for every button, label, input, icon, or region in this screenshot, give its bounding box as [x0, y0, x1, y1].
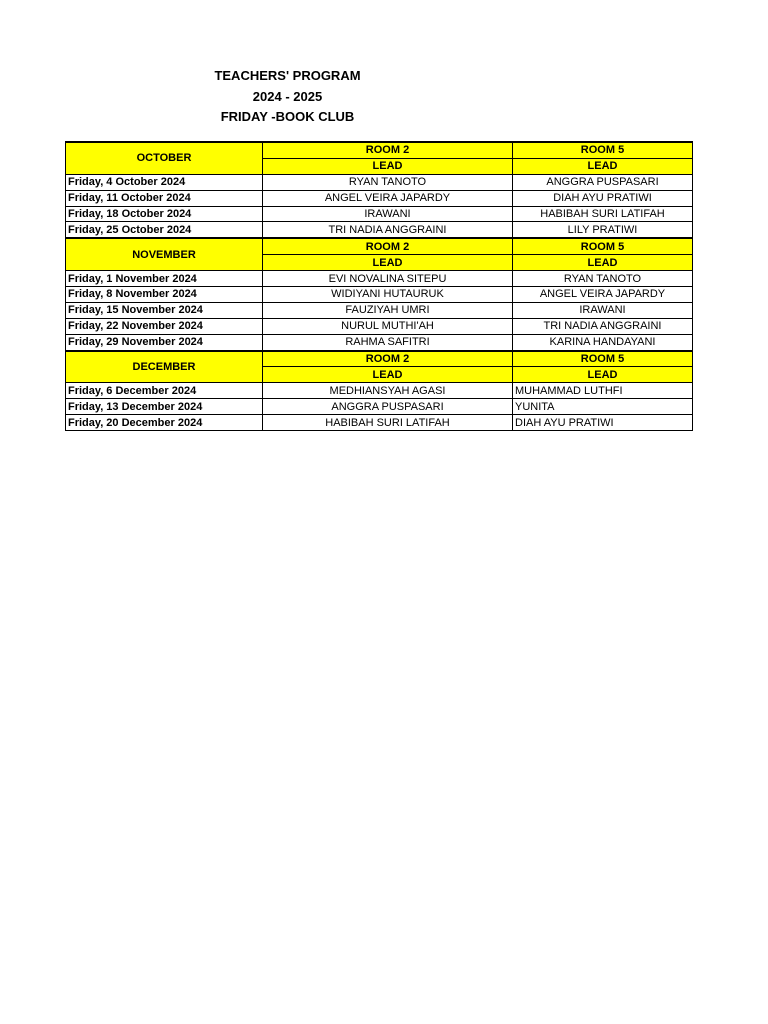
- date-cell: Friday, 25 October 2024: [66, 222, 263, 238]
- date-cell: Friday, 29 November 2024: [66, 334, 263, 350]
- activity-title: FRIDAY -BOOK CLUB: [220, 109, 355, 124]
- date-cell: Friday, 8 November 2024: [66, 287, 263, 303]
- room-5-lead-cell: YUNITA: [513, 399, 693, 415]
- month-label: OCTOBER: [66, 142, 263, 174]
- table-row: [66, 415, 693, 431]
- room-5-lead-cell: TRI NADIA ANGGRAINI: [513, 318, 693, 334]
- date-cell: Friday, 15 November 2024: [66, 302, 263, 318]
- table-row: [66, 287, 693, 303]
- room-2-lead-cell: HABIBAH SURI LATIFAH: [263, 415, 513, 431]
- room-2-lead-cell: MEDHIANSYAH AGASI: [263, 383, 513, 399]
- room-2-lead-cell: EVI NOVALINA SITEPU: [263, 271, 513, 287]
- room-2-header: ROOM 2: [263, 238, 513, 254]
- table-row: [66, 383, 693, 399]
- room-2-lead-cell: ANGEL VEIRA JAPARDY: [263, 190, 513, 206]
- room-5-lead-cell: KARINA HANDAYANI: [513, 334, 693, 350]
- room-5-lead-cell: LILY PRATIWI: [513, 222, 693, 238]
- section-header-row: [66, 351, 693, 367]
- table-row: [66, 399, 693, 415]
- room-5-lead-cell: DIAH AYU PRATIWI: [513, 190, 693, 206]
- room-5-lead-cell: ANGEL VEIRA JAPARDY: [513, 287, 693, 303]
- room-2-lead-header: LEAD: [263, 367, 513, 383]
- room-5-lead-cell: HABIBAH SURI LATIFAH: [513, 206, 693, 222]
- room-5-lead-cell: RYAN TANOTO: [513, 271, 693, 287]
- table-row: [66, 206, 693, 222]
- room-5-lead-cell: IRAWANI: [513, 302, 693, 318]
- date-cell: Friday, 18 October 2024: [66, 206, 263, 222]
- date-cell: Friday, 1 November 2024: [66, 271, 263, 287]
- table-row: [66, 271, 693, 287]
- month-label: NOVEMBER: [66, 238, 263, 270]
- table-row: [66, 222, 693, 238]
- room-5-lead-cell: ANGGRA PUSPASARI: [513, 174, 693, 190]
- room-2-lead-cell: WIDIYANI HUTAURUK: [263, 287, 513, 303]
- month-label: DECEMBER: [66, 351, 263, 383]
- room-5-lead-cell: DIAH AYU PRATIWI: [513, 415, 693, 431]
- room-2-header: ROOM 2: [263, 142, 513, 158]
- room-5-header: ROOM 5: [513, 142, 693, 158]
- table-row: [66, 334, 693, 350]
- table-row: [66, 190, 693, 206]
- room-2-lead-cell: RYAN TANOTO: [263, 174, 513, 190]
- section-header-row: [66, 142, 693, 158]
- section-header-row: [66, 238, 693, 254]
- document-title-block: [160, 66, 415, 128]
- school-year: 2024 - 2025: [252, 88, 323, 104]
- date-cell: Friday, 11 October 2024: [66, 190, 263, 206]
- room-2-lead-cell: NURUL MUTHI'AH: [263, 318, 513, 334]
- room-5-header: ROOM 5: [513, 351, 693, 367]
- room-2-lead-cell: FAUZIYAH UMRI: [263, 302, 513, 318]
- room-2-lead-cell: RAHMA SAFITRI: [263, 334, 513, 350]
- room-2-lead-cell: ANGGRA PUSPASARI: [263, 399, 513, 415]
- room-2-header: ROOM 2: [263, 351, 513, 367]
- table-row: [66, 302, 693, 318]
- schedule-table: [65, 141, 693, 431]
- room-5-lead-header: LEAD: [513, 255, 693, 271]
- date-cell: Friday, 4 October 2024: [66, 174, 263, 190]
- date-cell: Friday, 20 December 2024: [66, 415, 263, 431]
- room-5-header: ROOM 5: [513, 238, 693, 254]
- room-2-lead-cell: TRI NADIA ANGGRAINI: [263, 222, 513, 238]
- date-cell: Friday, 13 December 2024: [66, 399, 263, 415]
- room-5-lead-cell: MUHAMMAD LUTHFI: [513, 383, 693, 399]
- date-cell: Friday, 22 November 2024: [66, 318, 263, 334]
- room-5-lead-header: LEAD: [513, 158, 693, 174]
- room-2-lead-cell: IRAWANI: [263, 206, 513, 222]
- date-cell: Friday, 6 December 2024: [66, 383, 263, 399]
- room-2-lead-header: LEAD: [263, 255, 513, 271]
- room-5-lead-header: LEAD: [513, 367, 693, 383]
- program-title: TEACHERS' PROGRAM: [214, 68, 361, 83]
- table-row: [66, 174, 693, 190]
- room-2-lead-header: LEAD: [263, 158, 513, 174]
- table-row: [66, 318, 693, 334]
